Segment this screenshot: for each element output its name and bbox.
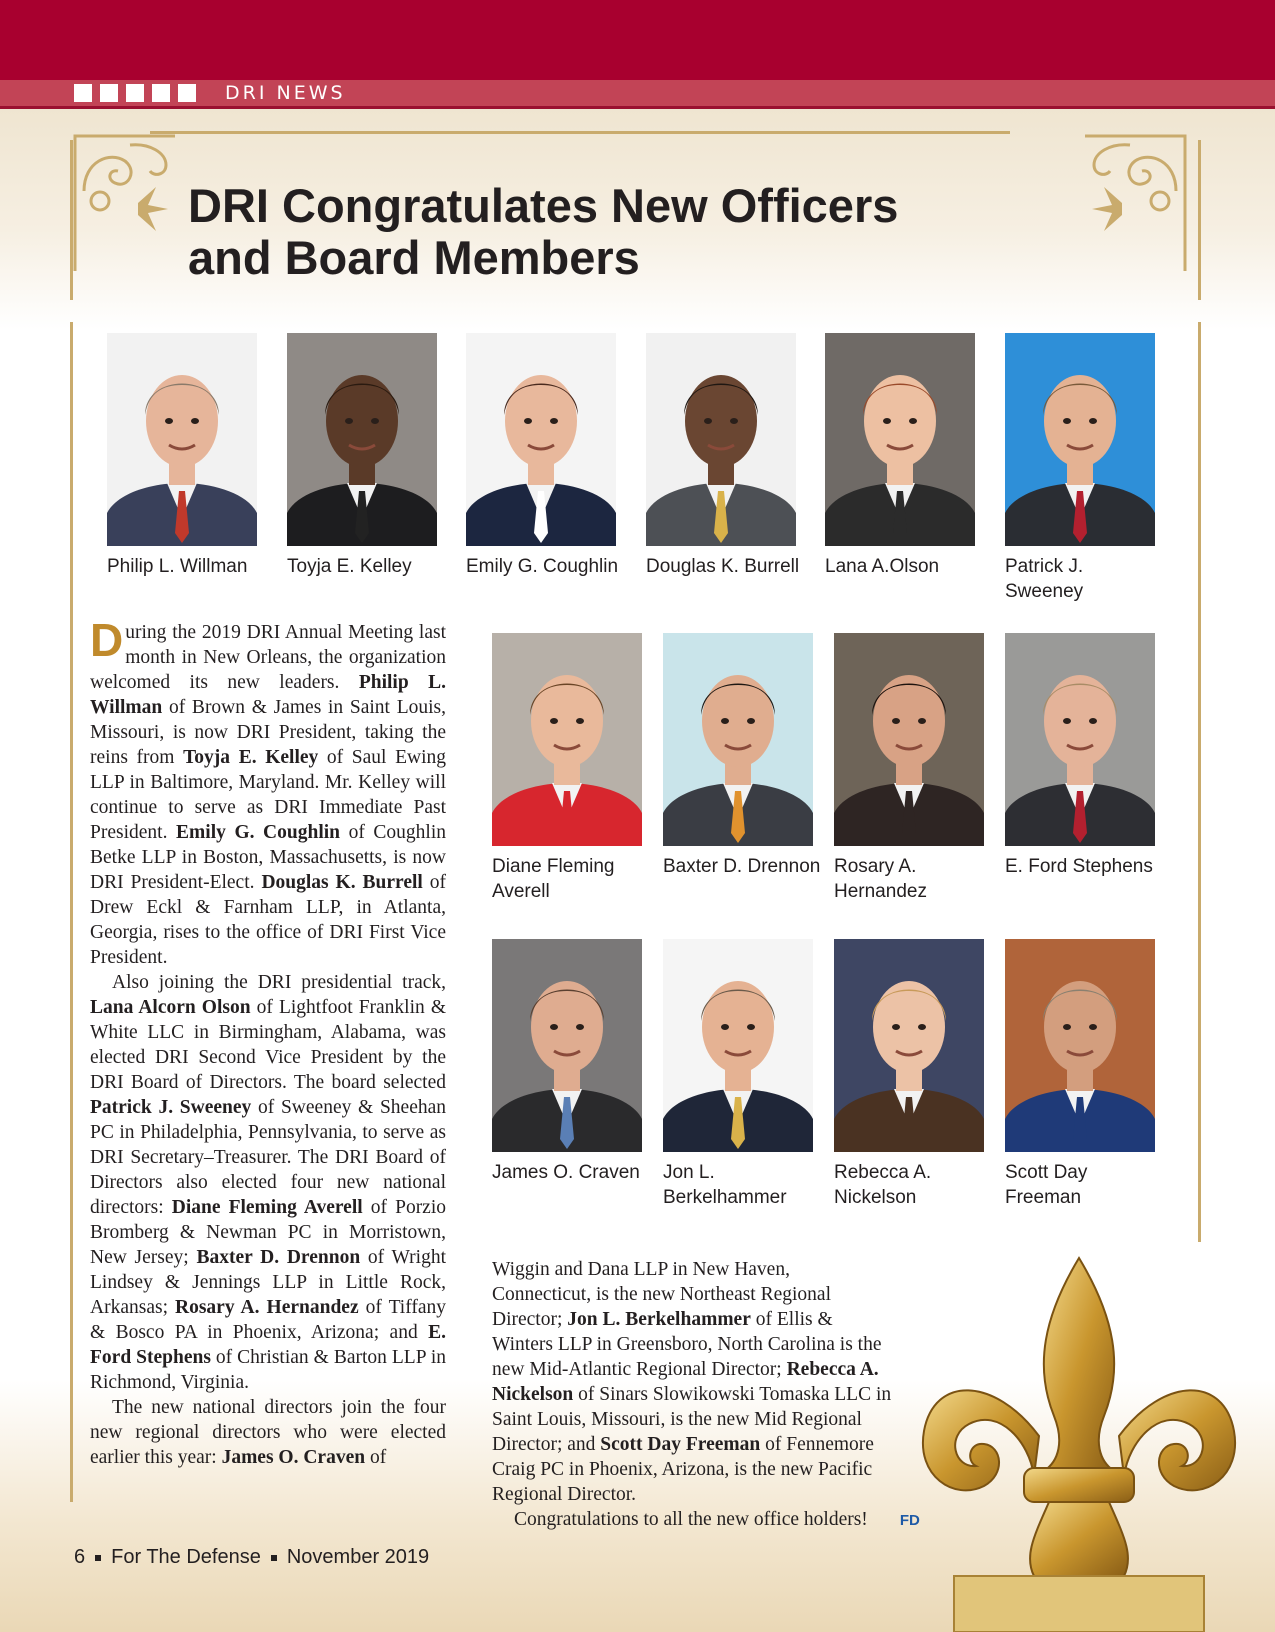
director-portrait-image [663, 939, 813, 1152]
officer-photo [107, 333, 257, 546]
officer-portrait-image [107, 333, 257, 546]
director-name [834, 1160, 994, 1210]
person-name-bold: Toyja E. Kelley [183, 747, 319, 768]
article-paragraph-4 [492, 1257, 892, 1507]
text-run: of Lightfoot Franklin & White LLC in Birmingham, Alabama, was elected DRI Second Vice President by the DRI Board of Directors. The board selected [90, 997, 447, 1093]
director-portrait-image [492, 633, 642, 846]
officer-photo [287, 333, 437, 546]
drop-cap: D [90, 614, 124, 666]
officer-portrait-image [287, 333, 437, 546]
page-number: 6 [74, 1546, 86, 1568]
text-run: Wiggin and Dana LLP in New Haven, Connecticut, is the new Northeast Regional Director; [492, 1259, 832, 1330]
text-run: The new national directors join the four new regional directors who were elected earlier this year: [90, 1397, 446, 1468]
person-name-bold: Diane Fleming Averell [171, 1197, 363, 1218]
person-name-bold: Emily G. Coughlin [176, 822, 341, 843]
text-run: of Christian & Barton LLP in Richmond, Virginia. [90, 1347, 447, 1393]
person-name-bold: Lana Alcorn Olson [90, 997, 251, 1018]
article-paragraph-3 [90, 1395, 446, 1470]
director-name-line-1: Jon L. [663, 1162, 715, 1183]
officer-name: Patrick J. Sweeney [1005, 556, 1084, 602]
director-name [1005, 1160, 1165, 1210]
officer-portrait-image [1005, 333, 1155, 546]
article-paragraph-2 [90, 970, 446, 1395]
text-run: of Ellis & Winters LLP in Greensboro, North Carolina is the new Mid-Atlantic Regional Director; [492, 1309, 882, 1380]
frame-left-rule-lower [70, 322, 73, 1502]
director-portrait-image [1005, 633, 1155, 846]
officer-name: Douglas K. Burrell [646, 556, 800, 577]
director-name [834, 854, 994, 904]
section-squares-icon [74, 84, 196, 102]
person-name-bold: Douglas K. Burrell [261, 872, 423, 893]
frame-right-rule [1198, 140, 1201, 300]
frame-top-rule [150, 131, 1010, 134]
director-name-line-2: Hernandez [834, 881, 927, 902]
officer-portrait-image [466, 333, 616, 546]
page-footer [74, 1546, 429, 1569]
director-portrait-image [834, 633, 984, 846]
footer-separator-icon [271, 1555, 277, 1561]
text-run: Also joining the DRI presidential track, [112, 972, 446, 993]
issue-date: November 2019 [286, 1546, 430, 1568]
director-name [492, 1160, 652, 1185]
text-run: of Wright Lindsey & Jennings LLP in Little Rock, Arkansas; [90, 1247, 446, 1318]
text-run: of Drew Eckl & Farnham LLP, in Atlanta, Georgia, rises to the office of DRI First Vice President. [90, 872, 446, 968]
closing-text: Congratulations to all the new office holders! [514, 1509, 868, 1530]
publication-name: For The Defense [111, 1546, 261, 1568]
person-name-bold: Patrick J. Sweeney [90, 1097, 252, 1118]
person-name-bold: James O. Craven [221, 1447, 366, 1468]
officer-photo [825, 333, 975, 546]
officer-name: Emily G. Coughlin [466, 556, 619, 577]
director-photo [834, 633, 984, 846]
officer-name: Philip L. Willman [107, 556, 248, 577]
top-banner [0, 0, 1275, 80]
person-name-bold: Philip L. Willman [90, 672, 446, 718]
text-run: of Sweeney & Sheehan PC in Philadelphia, Pennsylvania, to serve as DRI Secretary–Treasurer. The DRI Board of Directors also elected four new national directors: [90, 1097, 446, 1218]
director-photo [1005, 633, 1155, 846]
text-run: of Brown & James in Saint Louis, Missouri, is now DRI President, taking the reins from [90, 697, 446, 768]
officer-name: Lana A.Olson [825, 556, 940, 577]
director-name-line-2: Berkelhammer [663, 1187, 787, 1208]
person-name-bold: Rosary A. Hernandez [175, 1297, 359, 1318]
director-portrait-image [834, 939, 984, 1152]
headline-line-1: DRI Congratulates New Officers [188, 179, 899, 232]
director-photo [663, 633, 813, 846]
person-name-bold: E. Ford Stephens [90, 1322, 446, 1368]
officer-portrait-image [825, 333, 975, 546]
article-paragraph-1-text [90, 614, 447, 968]
director-name-line-2: Nickelson [834, 1187, 917, 1208]
officer-name: Toyja E. Kelley [287, 556, 412, 577]
director-portrait-image [492, 939, 642, 1152]
director-name-line-2: Averell [492, 881, 550, 902]
officer-portrait-image [646, 333, 796, 546]
text-run: of Porzio Bromberg & Newman PC in Morristown, New Jersey; [90, 1197, 447, 1268]
text-run: of Coughlin Betke LLP in Boston, Massachusetts, is now DRI President-Elect. [90, 822, 446, 893]
text-run: of Sinars Slowikowski Tomaska LLC in Saint Louis, Missouri, is the new Mid Regional Director; and [492, 1384, 892, 1455]
director-name-line-1: James O. Craven [492, 1162, 640, 1183]
officer-photo [1005, 333, 1155, 546]
footer-separator-icon [95, 1555, 101, 1561]
headline [188, 180, 898, 284]
headline-line-2: and Board Members [188, 231, 640, 284]
director-name [492, 854, 652, 904]
director-name-line-1: Scott Day Freeman [1005, 1162, 1088, 1208]
text-run: uring the 2019 DRI Annual Meeting last month in New Orleans, the organization welcomed its new leaders. [90, 622, 446, 693]
person-name-bold: Rebecca A. Nickelson [492, 1359, 879, 1405]
officer-photo [466, 333, 616, 546]
director-photo [834, 939, 984, 1152]
director-name-line-1: E. Ford Stephens [1005, 856, 1153, 877]
person-name-bold: Jon L. Berkelhammer [567, 1309, 751, 1330]
text-run: of Tiffany & Bosco PA in Phoenix, Arizona; and [90, 1297, 446, 1343]
director-name [663, 1160, 823, 1210]
corner-scroll-ornament-icon [70, 131, 180, 271]
director-portrait-image [1005, 939, 1155, 1152]
director-name-line-1: Diane Fleming [492, 856, 615, 877]
director-photo [1005, 939, 1155, 1152]
officer-photo [646, 333, 796, 546]
corner-scroll-ornament-right-icon [1080, 131, 1190, 271]
person-name-bold: Baxter D. Drennon [196, 1247, 361, 1268]
article-column-left [90, 614, 447, 1470]
frame-right-rule-lower [1198, 322, 1201, 1242]
section-label: DRI NEWS [225, 82, 346, 104]
director-name-line-1: Rebecca A. [834, 1162, 932, 1183]
director-name-line-1: Baxter D. Drennon [663, 856, 821, 877]
director-name [663, 854, 823, 879]
director-photo [492, 939, 642, 1152]
person-name-bold: Scott Day Freeman [600, 1434, 761, 1455]
director-name-line-1: Rosary A. [834, 856, 917, 877]
fleur-de-lis-icon [914, 1256, 1244, 1632]
text-run: of Fennemore Craig PC in Phoenix, Arizona, is the new Pacific Regional Director. [492, 1434, 874, 1505]
director-photo [663, 939, 813, 1152]
text-run: of Saul Ewing LLP in Baltimore, Maryland. Mr. Kelley will continue to serve as DRI Immediate Past President. [90, 747, 447, 843]
fd-end-mark-icon: FD [899, 1512, 920, 1530]
article-paragraph-1 [90, 614, 447, 970]
director-photo [492, 633, 642, 846]
director-portrait-image [663, 633, 813, 846]
text-run: of [365, 1447, 387, 1468]
director-name [1005, 854, 1165, 879]
